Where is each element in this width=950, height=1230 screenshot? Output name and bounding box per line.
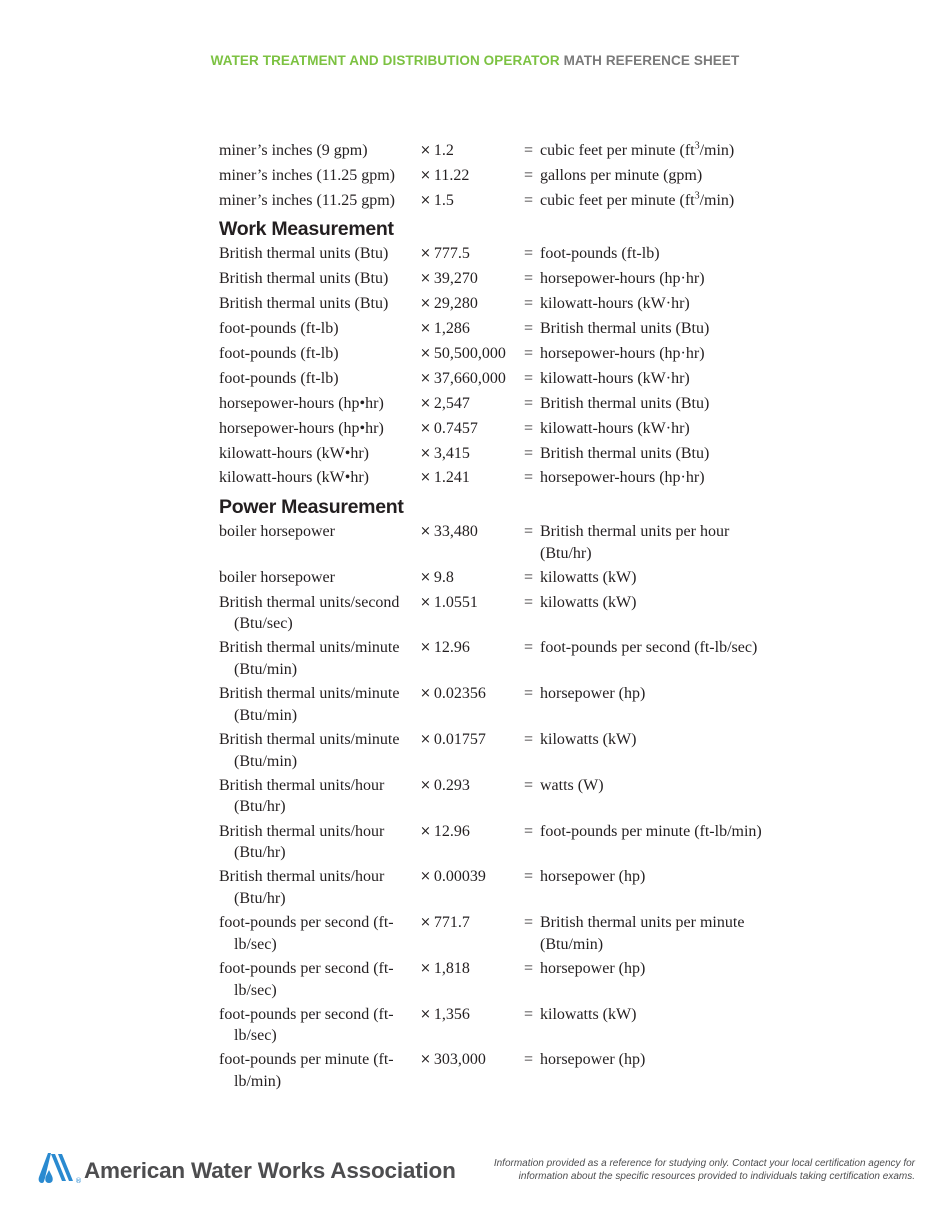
to-unit-text: British thermal units per minute (Btu/min) xyxy=(540,914,745,953)
to-unit-text: kilowatts (kW) xyxy=(540,731,637,748)
conversion-row xyxy=(219,443,779,466)
from-unit: British thermal units/minute (Btu/min) xyxy=(219,731,400,770)
from-unit: foot-pounds (ft-lb) xyxy=(219,344,339,362)
factor-value: 2,547 xyxy=(433,394,470,412)
to-unit xyxy=(540,393,779,416)
conversion-row xyxy=(219,318,779,341)
conversion-row xyxy=(219,140,779,163)
conversion-row xyxy=(219,683,779,726)
from-unit: foot-pounds per second (ft-lb/sec) xyxy=(219,1005,394,1045)
factor-value: 303,000 xyxy=(433,1051,486,1069)
to-unit-text: foot-pounds per minute (ft-lb/min) xyxy=(540,822,762,840)
to-unit xyxy=(540,467,779,490)
to-unit-text: horsepower (hp) xyxy=(540,685,646,703)
factor-value: 1,286 xyxy=(433,320,470,338)
to-unit xyxy=(540,443,779,466)
from-unit: miner’s inches (9 gpm) xyxy=(219,142,368,159)
to-unit xyxy=(540,729,779,772)
factor-value: 771.7 xyxy=(433,914,470,932)
multiply-sign: × xyxy=(420,246,431,262)
registered-mark: ® xyxy=(75,1177,82,1184)
disclaimer-text: Information provided as a reference for studying only. Contact your local certification agency for information about the specific resources provided to individuals taking certification exams. xyxy=(493,1158,915,1182)
to-unit xyxy=(540,243,779,266)
multiply-sign: × xyxy=(420,1052,431,1068)
power-conversion-rows xyxy=(219,521,779,1093)
to-unit xyxy=(540,567,779,590)
equals-sign: = xyxy=(524,1051,534,1069)
section-title-power: Power Measurement xyxy=(219,495,404,518)
factor-value: 12.96 xyxy=(433,822,470,840)
conversion-factor xyxy=(420,190,521,213)
conversion-factor xyxy=(420,243,521,266)
factor-value: 12.96 xyxy=(433,639,470,657)
equals-sign: = xyxy=(524,320,534,338)
from-unit: foot-pounds (ft-lb) xyxy=(219,320,339,338)
equals-sign: = xyxy=(524,822,534,840)
conversion-factor xyxy=(420,866,521,909)
from-unit: kilowatt-hours (kW•hr) xyxy=(219,444,370,462)
to-unit-text: kilowatts (kW) xyxy=(540,593,637,611)
from-unit: foot-pounds per minute (ft-lb/min) xyxy=(219,1051,394,1091)
page-header xyxy=(0,53,950,68)
to-unit xyxy=(540,1049,779,1092)
conversion-row xyxy=(219,729,779,772)
to-unit-text: kilowatts (kW) xyxy=(540,1005,637,1023)
to-unit-text: watts (W) xyxy=(540,776,604,794)
to-unit xyxy=(540,637,779,680)
to-unit-exponent: 3 xyxy=(694,190,700,202)
from-unit: British thermal units/hour (Btu/hr) xyxy=(219,776,385,816)
to-unit xyxy=(540,368,779,391)
from-unit: foot-pounds per second (ft-lb/sec) xyxy=(219,914,394,953)
conversion-row xyxy=(219,637,779,680)
multiply-sign: × xyxy=(420,395,431,411)
from-unit: British thermal units (Btu) xyxy=(219,270,389,288)
to-unit-text: horsepower-hours (hp·hr) xyxy=(540,270,705,288)
multiply-sign: × xyxy=(420,445,431,461)
factor-value: 1.241 xyxy=(433,469,470,487)
from-unit: British thermal units (Btu) xyxy=(219,245,389,263)
from-unit: foot-pounds per second (ft-lb/sec) xyxy=(219,959,394,999)
to-unit xyxy=(540,912,779,955)
factor-value: 39,270 xyxy=(433,270,478,288)
header-title-rest: MATH REFERENCE SHEET xyxy=(559,53,740,68)
multiply-sign: × xyxy=(420,569,431,585)
conversion-row xyxy=(219,293,779,316)
conversion-factor xyxy=(420,592,521,635)
multiply-sign: × xyxy=(420,271,431,287)
conversion-factor xyxy=(420,521,521,564)
from-unit: British thermal units/hour (Btu/hr) xyxy=(219,868,385,907)
conversion-row xyxy=(219,1004,779,1047)
from-unit: horsepower-hours (hp•hr) xyxy=(219,419,384,437)
multiply-sign: × xyxy=(420,321,431,337)
to-unit-text: British thermal units (Btu) xyxy=(540,394,710,412)
from-unit: boiler horsepower xyxy=(219,568,335,586)
multiply-sign: × xyxy=(420,594,431,610)
conversion-row xyxy=(219,165,779,188)
to-unit-text: kilowatts (kW) xyxy=(540,568,637,586)
multiply-sign: × xyxy=(420,167,431,183)
equals-sign: = xyxy=(524,191,534,209)
equals-sign: = xyxy=(524,444,534,462)
conversion-factor xyxy=(420,165,521,188)
to-unit xyxy=(540,140,779,163)
factor-value: 3,415 xyxy=(433,444,470,462)
conversion-factor xyxy=(420,368,521,391)
conversion-row xyxy=(219,592,779,635)
conversion-factor xyxy=(420,443,521,466)
conversion-content xyxy=(219,140,779,1095)
factor-value: 1.2 xyxy=(433,142,454,159)
factor-value: 777.5 xyxy=(433,245,470,263)
from-unit: horsepower-hours (hp•hr) xyxy=(219,394,384,412)
multiply-sign: × xyxy=(420,686,431,702)
from-unit: British thermal units/minute (Btu/min) xyxy=(219,639,400,679)
factor-value: 50,500,000 xyxy=(433,344,506,362)
conversion-row xyxy=(219,958,779,1001)
to-unit-text: horsepower (hp) xyxy=(540,1051,646,1069)
equals-sign: = xyxy=(524,166,534,184)
multiply-sign: × xyxy=(420,345,431,361)
conversion-row xyxy=(219,190,779,213)
to-unit xyxy=(540,343,779,366)
equals-sign: = xyxy=(524,868,534,886)
from-unit: boiler horsepower xyxy=(219,522,335,540)
multiply-sign: × xyxy=(420,777,431,793)
factor-value: 9.8 xyxy=(433,568,454,586)
multiply-sign: × xyxy=(420,370,431,386)
from-unit: foot-pounds (ft-lb) xyxy=(219,369,339,387)
organization-name: American Water Works Association xyxy=(84,1158,456,1183)
multiply-sign: × xyxy=(420,296,431,312)
equals-sign: = xyxy=(524,568,534,586)
from-unit: British thermal units (Btu) xyxy=(219,295,389,313)
conversion-row xyxy=(219,467,779,490)
to-unit-exponent: 3 xyxy=(694,140,700,152)
conversion-factor xyxy=(420,268,521,291)
equals-sign: = xyxy=(524,639,534,657)
conversion-row xyxy=(219,1049,779,1092)
to-unit-text: horsepower-hours (hp·hr) xyxy=(540,469,705,487)
multiply-sign: × xyxy=(420,420,431,436)
conversion-factor xyxy=(420,418,521,441)
section-title-work: Work Measurement xyxy=(219,218,394,241)
equals-sign: = xyxy=(524,959,534,977)
multiply-sign: × xyxy=(420,470,431,486)
to-unit-text: British thermal units (Btu) xyxy=(540,320,710,338)
to-unit xyxy=(540,268,779,291)
conversion-factor xyxy=(420,140,521,163)
equals-sign: = xyxy=(524,295,534,313)
from-unit: British thermal units/minute (Btu/min) xyxy=(219,685,400,724)
to-unit-text: kilowatt-hours (kW·hr) xyxy=(540,419,690,437)
to-unit xyxy=(540,521,779,564)
multiply-sign: × xyxy=(420,960,431,976)
to-unit-text: horsepower-hours (hp·hr) xyxy=(540,344,705,362)
to-unit xyxy=(540,1004,779,1047)
conversion-row xyxy=(219,912,779,955)
factor-value: 0.293 xyxy=(433,776,470,794)
work-conversion-rows xyxy=(219,243,779,490)
to-unit-text: foot-pounds per second (ft-lb/sec) xyxy=(540,639,758,657)
header-title-highlight: WATER TREATMENT AND DISTRIBUTION OPERATOR xyxy=(210,53,560,68)
equals-sign: = xyxy=(524,344,534,362)
to-unit-text: cubic feet per minute (ft xyxy=(540,142,695,159)
equals-sign: = xyxy=(524,419,534,437)
multiply-sign: × xyxy=(420,192,431,208)
conversion-factor xyxy=(420,393,521,416)
factor-value: 1,818 xyxy=(433,959,470,977)
to-unit xyxy=(540,318,779,341)
to-unit-text: kilowatt-hours (kW·hr) xyxy=(540,295,690,313)
equals-sign: = xyxy=(524,469,534,487)
factor-value: 33,480 xyxy=(433,522,478,540)
to-unit-text: horsepower (hp) xyxy=(540,959,646,977)
conversion-factor xyxy=(420,637,521,680)
to-unit xyxy=(540,592,779,635)
from-unit: British thermal units/second (Btu/sec) xyxy=(219,593,400,633)
factor-value: 0.00039 xyxy=(433,868,486,886)
multiply-sign: × xyxy=(420,823,431,839)
to-unit-text: foot-pounds (ft-lb) xyxy=(540,245,660,263)
factor-value: 0.02356 xyxy=(433,685,486,703)
to-unit xyxy=(540,821,779,864)
flow-conversion-rows xyxy=(219,140,779,212)
factor-value: 29,280 xyxy=(433,295,478,313)
multiply-sign: × xyxy=(420,732,431,747)
conversion-factor xyxy=(420,1004,521,1047)
conversion-factor xyxy=(420,683,521,726)
multiply-sign: × xyxy=(420,1006,431,1022)
equals-sign: = xyxy=(524,394,534,412)
from-unit: British thermal units/hour (Btu/hr) xyxy=(219,822,385,862)
to-unit xyxy=(540,866,779,909)
conversion-factor xyxy=(420,318,521,341)
conversion-row xyxy=(219,368,779,391)
to-unit-suffix: /min) xyxy=(699,191,735,209)
equals-sign: = xyxy=(524,731,534,748)
conversion-factor xyxy=(420,1049,521,1092)
to-unit xyxy=(540,683,779,726)
factor-value: 1,356 xyxy=(433,1005,470,1023)
equals-sign: = xyxy=(524,593,534,611)
conversion-factor xyxy=(420,467,521,490)
equals-sign: = xyxy=(524,776,534,794)
to-unit-text: British thermal units (Btu) xyxy=(540,444,710,462)
conversion-factor xyxy=(420,912,521,955)
conversion-row xyxy=(219,821,779,864)
to-unit xyxy=(540,293,779,316)
equals-sign: = xyxy=(524,270,534,288)
to-unit xyxy=(540,775,779,818)
conversion-row xyxy=(219,418,779,441)
to-unit-text: British thermal units per hour (Btu/hr) xyxy=(540,522,730,562)
factor-value: 1.0551 xyxy=(433,593,478,611)
conversion-row xyxy=(219,393,779,416)
factor-value: 0.01757 xyxy=(433,731,486,748)
factor-value: 1.5 xyxy=(433,191,454,209)
equals-sign: = xyxy=(524,522,534,540)
from-unit: miner’s inches (11.25 gpm) xyxy=(219,166,395,184)
multiply-sign: × xyxy=(420,143,431,158)
to-unit xyxy=(540,190,779,213)
awwa-logo xyxy=(38,1150,456,1184)
water-drops-icon xyxy=(38,1150,82,1184)
to-unit-suffix: /min) xyxy=(699,142,735,159)
multiply-sign: × xyxy=(420,869,431,885)
conversion-row xyxy=(219,521,779,564)
factor-value: 11.22 xyxy=(433,166,470,184)
conversion-factor xyxy=(420,729,521,772)
conversion-factor xyxy=(420,293,521,316)
to-unit xyxy=(540,418,779,441)
conversion-row xyxy=(219,343,779,366)
from-unit: kilowatt-hours (kW•hr) xyxy=(219,469,370,487)
to-unit-text: kilowatt-hours (kW·hr) xyxy=(540,369,690,387)
multiply-sign: × xyxy=(420,523,431,539)
conversion-factor xyxy=(420,775,521,818)
conversion-row xyxy=(219,243,779,266)
equals-sign: = xyxy=(524,914,534,932)
equals-sign: = xyxy=(524,369,534,387)
factor-value: 0.7457 xyxy=(433,419,478,437)
conversion-factor xyxy=(420,343,521,366)
conversion-factor xyxy=(420,821,521,864)
multiply-sign: × xyxy=(420,915,431,931)
conversion-factor xyxy=(420,567,521,590)
to-unit-text: gallons per minute (gpm) xyxy=(540,166,703,184)
factor-value: 37,660,000 xyxy=(433,369,506,387)
conversion-row xyxy=(219,775,779,818)
conversion-row xyxy=(219,567,779,590)
multiply-sign: × xyxy=(420,640,431,656)
conversion-row xyxy=(219,268,779,291)
equals-sign: = xyxy=(524,1005,534,1023)
to-unit-text: horsepower (hp) xyxy=(540,868,646,886)
equals-sign: = xyxy=(524,245,534,263)
to-unit xyxy=(540,958,779,1001)
conversion-row xyxy=(219,866,779,909)
to-unit xyxy=(540,165,779,188)
to-unit-text: cubic feet per minute (ft xyxy=(540,191,695,209)
conversion-factor xyxy=(420,958,521,1001)
from-unit: miner’s inches (11.25 gpm) xyxy=(219,191,395,209)
equals-sign: = xyxy=(524,685,534,703)
equals-sign: = xyxy=(524,142,534,159)
